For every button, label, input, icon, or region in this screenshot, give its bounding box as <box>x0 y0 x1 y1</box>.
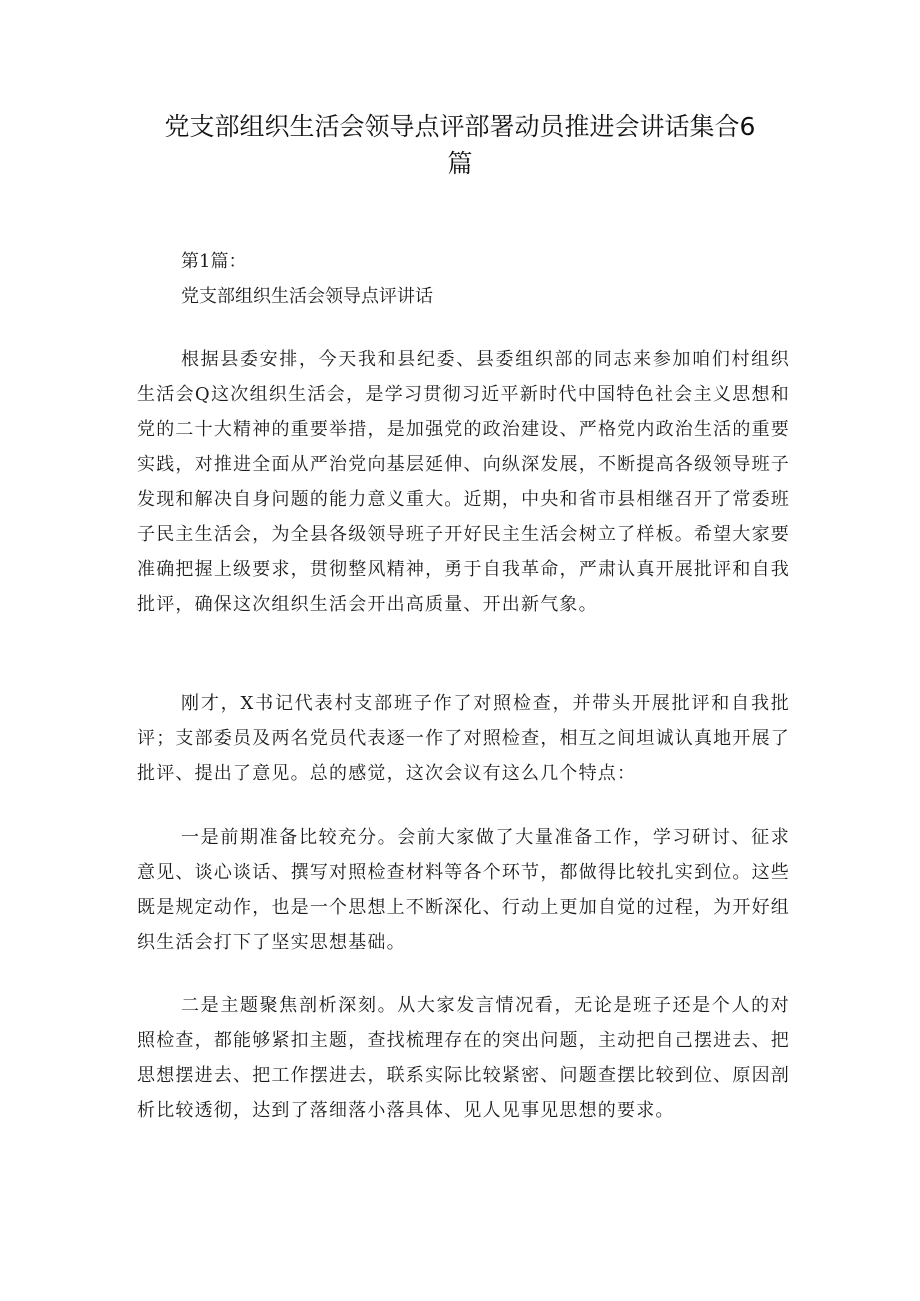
document-title: 党支部组织生活会领导点评部署动员推进会讲话集合6篇 <box>164 112 756 178</box>
section-label: 第1篇： <box>181 251 247 272</box>
body-paragraph: 二是主题聚焦剖析深刻。从大家发言情况看，无论是班子还是个人的对照检查，都能够紧扣主题，查找梳理存在的突出问题，主动把自己摆进去、把思想摆进去、把工作摆进去，联系实际比较紧密、问题查摆比较到位、原因剖析比较透彻，达到了落细落小落具体、见人见事见思想的要求。 <box>137 995 790 1121</box>
section-subtitle: 党支部组织生活会领导点评讲话 <box>181 286 433 307</box>
body-paragraph: 根据县委安排，今天我和县纪委、县委组织部的同志来参加咱们村组织生活会Q这次组织生活会，是学习贯彻习近平新时代中国特色社会主义思想和党的二十大精神的重要举措，是加强党的政治建设、严格党内政治生活的重要实践，对推进全面从严治党向基层延伸、向纵深发展，不断提高各级领导班子发现和解决自身问题的能力意义重大。近期，中央和省市县相继召开了常委班子民主生活会，为全县各级领导班子开好民主生活会树立了样板。希望大家要准确把握上级要求，贯彻整风精神，勇于自我革命，严肃认真开展批评和自我批评，确保这次组织生活会开出高质量、开出新气象。 <box>137 349 790 615</box>
body-paragraph: 一是前期准备比较充分。会前大家做了大量准备工作，学习研讨、征求意见、谈心谈话、撰写对照检查材料等各个环节，都做得比较扎实到位。这些既是规定动作，也是一个思想上不断深化、行动上更加自觉的过程，为开好组织生活会打下了坚实思想基础。 <box>137 827 790 953</box>
body-paragraph: 刚才，X书记代表村支部班子作了对照检查，并带头开展批评和自我批评；支部委员及两名党员代表逐一作了对照检查，相互之间坦诚认真地开展了批评、提出了意见。总的感觉，这次会议有这么几个特点： <box>137 693 790 784</box>
